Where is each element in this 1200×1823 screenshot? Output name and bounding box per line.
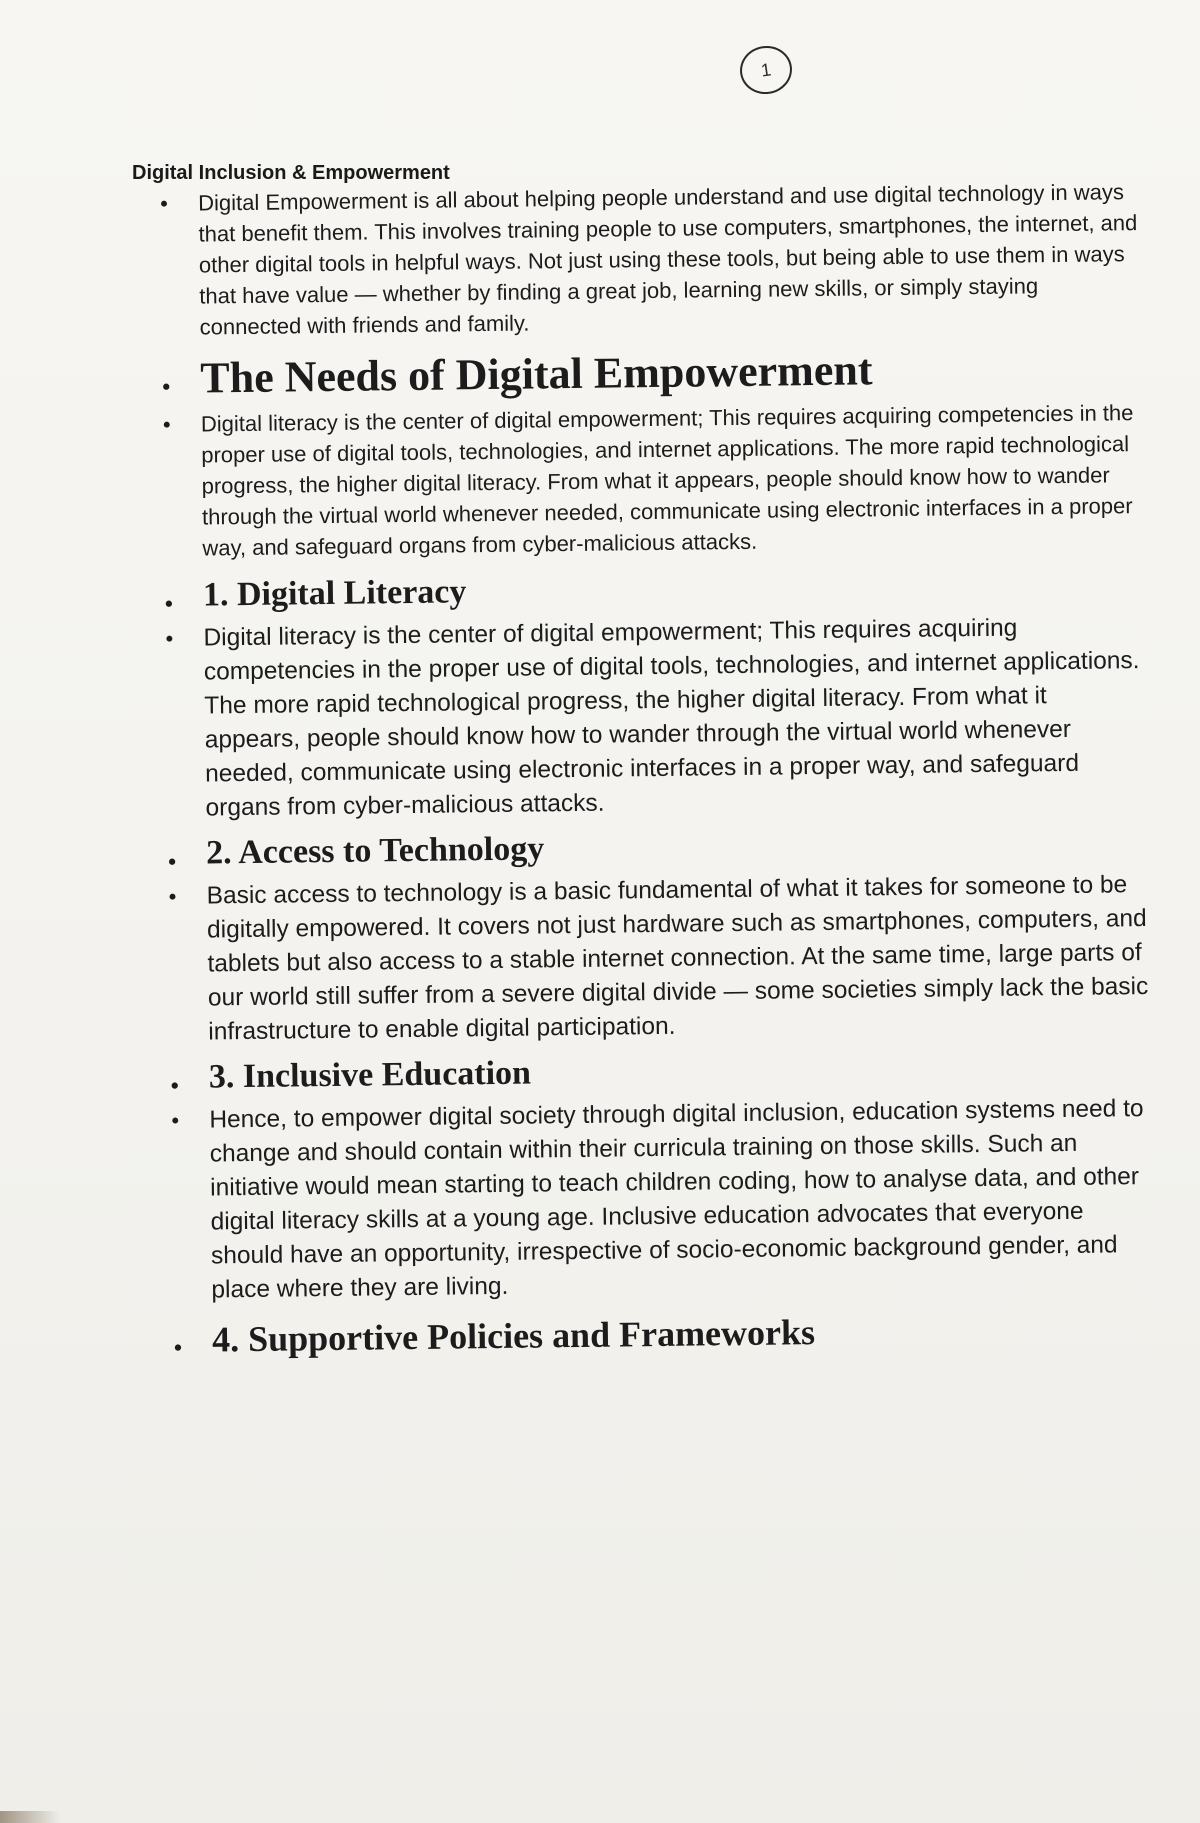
bullet-icon: • (162, 373, 171, 399)
list-item (160, 176, 1142, 343)
paragraph-text: Hence, to empower digital society through digital inclusion, education systems need to change and should contain within their curricula training on those skills. Such an initiative would mean starting to teach children coding, how to analyse data, and other digital literacy skills at a young age. Inclusive education advocates that everyone should have an opportunity, irrespective of socio-economic background gender, and place where they are living. (209, 1095, 1144, 1304)
bullet-icon: • (165, 625, 174, 651)
section-heading: 1. Digital Literacy (202, 573, 467, 614)
bullet-icon: • (162, 411, 171, 437)
bullet-icon: • (174, 1334, 183, 1360)
paragraph-text: Digital literacy is the center of digital empowerment; This requires acquiring competencies in the proper use of digital tools, technologies, and internet applications. The more rapid technological progress, the higher digital literacy. From what it appears, people should know how to wander through the virtual world whenever needed, communicate using electronic interfaces in a proper way, and safeguard organs from cyber-malicious attacks. (200, 400, 1134, 561)
list-item (165, 562, 1145, 618)
bullet-icon: • (168, 883, 177, 909)
list-item (168, 868, 1150, 1050)
bullet-icon: • (160, 190, 169, 216)
page-number: 1 (737, 43, 795, 98)
paragraph-text: Basic access to technology is a basic fundamental of what it takes for someone to be digitally empowered. It covers not just hardware such as smartphones, computers, and tablets but also access to a stable internet connection. At the same time, large parts of our world still suffer from a severe digital divide — some societies simply lack the basic infrastructure to enable digital participation. (206, 871, 1149, 1046)
paragraph-text: Digital literacy is the center of digital empowerment; This requires acquiring competencies in the proper use of digital tools, technologies, and internet applications. The more rapid technological progress, the higher digital literacy. From what it appears, people should know how to wander through the virtual world whenever needed, communicate using electronic interfaces in a proper way, and safeguard organs from cyber-malicious attacks. (203, 614, 1140, 822)
section-heading: 4. Supportive Policies and Frameworks (211, 1312, 816, 1360)
page-edge-shadow (0, 1811, 60, 1823)
section-heading: 2. Access to Technology (205, 830, 545, 872)
section-heading: 3. Inclusive Education (208, 1054, 532, 1096)
list-item (163, 397, 1145, 564)
bullet-icon: • (168, 848, 177, 874)
list-item (174, 1304, 1155, 1364)
paragraph-text: Digital Empowerment is all about helping people understand and use digital technology in ways that benefit them. This involves training people to use computers, smartphones, the internet, and other digital tools in helpful ways. Not just using these tools, but being able to use them in ways that have value — whether by finding a great job, learning new skills, or simply staying connected with friends and family. (198, 179, 1138, 340)
bullet-icon: • (170, 1072, 179, 1098)
bullet-icon: • (164, 590, 173, 616)
list-item (165, 610, 1147, 826)
section-heading: The Needs of Digital Empowerment (200, 345, 873, 403)
document-title: Digital Inclusion & Empowerment (132, 162, 450, 184)
list-item (171, 1044, 1151, 1100)
bullet-list (160, 176, 1154, 1364)
list-item (168, 820, 1148, 876)
bullet-icon: • (171, 1107, 180, 1133)
list-item (171, 1092, 1153, 1308)
document-body (160, 176, 1154, 1368)
list-item (162, 341, 1143, 405)
